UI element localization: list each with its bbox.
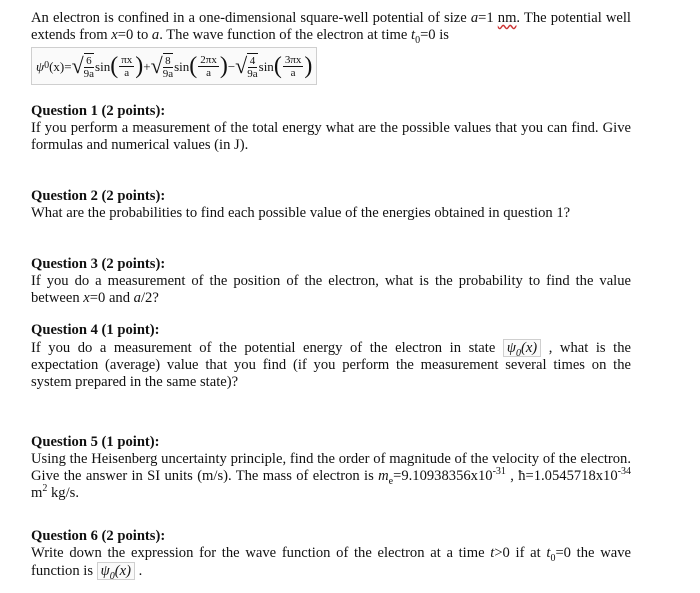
question-title: Question 5 (1 point): bbox=[31, 434, 160, 450]
question-title: Question 4 (1 point): bbox=[31, 322, 160, 338]
question-5 bbox=[31, 434, 631, 502]
question-body: If you do a measurement of the position of the electron, what is the probability to find the value between x=0 and a/2? bbox=[31, 273, 631, 306]
question-4 bbox=[31, 322, 631, 391]
question-title: Question 2 (2 points): bbox=[31, 188, 166, 204]
sqrt-term-2: √ $\frac{8}{9a}$ bbox=[150, 53, 174, 80]
question-body: Using the Heisenberg uncertainty principle, find the order of magnitude of the velocity of the electron. Give the answer in SI units (m/s). The mass of electron is $m_e=9.10938356x10^{-31}$ , $ħ=1.0545718x10^{-34}$ $m^2$ kg/s. bbox=[31, 451, 631, 501]
question-3 bbox=[31, 256, 631, 307]
question-title: Question 1 (2 points): bbox=[31, 103, 166, 119]
question-body: If you perform a measurement of the total energy what are the possible values that you can find. Give formulas and numerical values (in J). bbox=[31, 120, 631, 153]
question-body: If you do a measurement of the potential energy of the electron in state $\psi_0(x)$ , what is the expectation (average) value that you find (if you perform the measurement several times on the system prepared in the same state)? bbox=[31, 340, 631, 390]
question-2 bbox=[31, 188, 631, 222]
question-body: Write down the expression for the wave function of the electron at a time t>0 if at $t_0=0$ the wave function is $\psi_0(x)$ . bbox=[31, 545, 631, 582]
sqrt-term-1: √ $\frac{6}{9a}$ bbox=[71, 53, 95, 80]
question-6 bbox=[31, 528, 631, 580]
question-title: Question 6 (2 points): bbox=[31, 528, 166, 544]
problem-statement: An electron is confined in a one-dimensional square-well potential of size a=1 nm. The potential well extends from x=0 to a. The wave function of the electron at time $t_0=0$ is bbox=[31, 10, 631, 46]
question-title: Question 3 (2 points): bbox=[31, 256, 166, 272]
question-1 bbox=[31, 103, 631, 154]
document-page bbox=[31, 10, 631, 582]
question-body: What are the probabilities to find each possible value of the energies obtained in question 1? bbox=[31, 205, 571, 221]
sqrt-term-3: √ $\frac{4}{9a}$ bbox=[235, 53, 258, 80]
state-psi0-box: $\psi_0(x)$ bbox=[97, 562, 135, 580]
wavefunction-equation: ψ 0 (x)= √ $\frac{6}{9a}$ sin ( $\frac{\pi x}{a}$ ) + √ $\frac{8}{9a}$ sin ( $\frac{2\pi x}{a}$ ) − √ $\frac{4}{9a}$ sin ( $\frac{3\pi x}{a}$ ) bbox=[31, 47, 317, 85]
state-psi0-box: $\psi_0(x)$ bbox=[503, 339, 541, 357]
